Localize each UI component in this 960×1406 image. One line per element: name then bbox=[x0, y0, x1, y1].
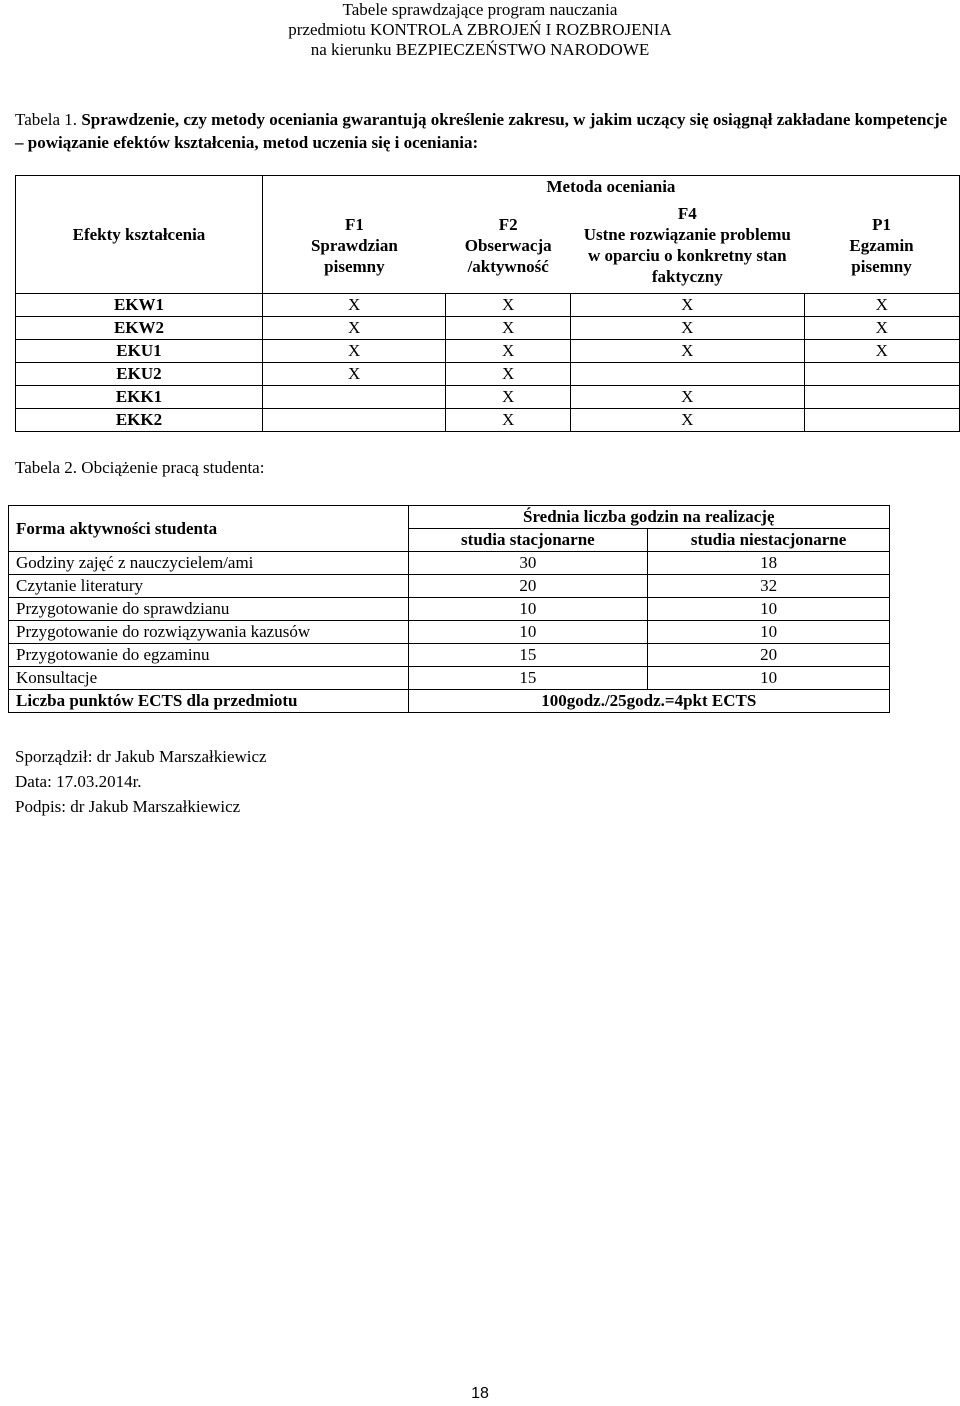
nonstationary-hours: 18 bbox=[648, 552, 890, 575]
stationary-hours: 30 bbox=[408, 552, 648, 575]
ects-total-row bbox=[9, 690, 890, 713]
stationary-header: studia stacjonarne bbox=[408, 529, 648, 552]
table-cell bbox=[262, 386, 445, 409]
form-header: Forma aktywności studenta bbox=[9, 506, 409, 552]
row-label: EKK1 bbox=[16, 386, 263, 409]
row-label: EKU1 bbox=[16, 340, 263, 363]
method-header bbox=[446, 198, 571, 294]
method-code: F2 bbox=[498, 214, 518, 234]
ects-total-label: Liczba punktów ECTS dla przedmiotu bbox=[9, 690, 409, 713]
table-cell bbox=[262, 409, 445, 432]
table1-caption bbox=[15, 108, 950, 154]
method-group-header: Metoda oceniania bbox=[262, 176, 959, 198]
table-cell bbox=[804, 409, 959, 432]
table-row bbox=[16, 317, 960, 340]
table-cell: X bbox=[446, 317, 571, 340]
hours-group-header: Średnia liczba godzin na realizację bbox=[408, 506, 889, 529]
activity-name: Czytanie literatury bbox=[9, 575, 409, 598]
table2-caption: Tabela 2. Obciążenie pracą studenta: bbox=[15, 458, 265, 477]
table-cell: X bbox=[262, 294, 445, 317]
table-cell: X bbox=[262, 340, 445, 363]
activity-name: Przygotowanie do rozwiązywania kazusów bbox=[9, 621, 409, 644]
effects-header: Efekty kształcenia bbox=[16, 176, 263, 294]
table-cell bbox=[804, 363, 959, 386]
table-row bbox=[16, 363, 960, 386]
stationary-hours: 15 bbox=[408, 644, 648, 667]
table-cell: X bbox=[262, 363, 445, 386]
table-cell: X bbox=[446, 363, 571, 386]
table1-caption-label: Tabela 1. bbox=[15, 110, 78, 129]
row-label: EKK2 bbox=[16, 409, 263, 432]
page-number: 18 bbox=[471, 1385, 489, 1402]
table-row bbox=[9, 552, 890, 575]
table-cell: X bbox=[571, 340, 805, 363]
activity-name: Godziny zajęć z nauczycielem/ami bbox=[9, 552, 409, 575]
table-cell bbox=[804, 386, 959, 409]
stationary-hours: 10 bbox=[408, 621, 648, 644]
table-row bbox=[9, 667, 890, 690]
row-label: EKW1 bbox=[16, 294, 263, 317]
table-row bbox=[16, 340, 960, 363]
table-cell: X bbox=[571, 317, 805, 340]
table-cell: X bbox=[262, 317, 445, 340]
document-header bbox=[0, 0, 960, 60]
activity-name: Przygotowanie do sprawdzianu bbox=[9, 598, 409, 621]
ects-total-value: 100godz./25godz.=4pkt ECTS bbox=[408, 690, 889, 713]
table-cell: X bbox=[571, 294, 805, 317]
header-line-3: na kierunku BEZPIECZEŃSTWO NARODOWE bbox=[310, 40, 650, 59]
activity-name: Konsultacje bbox=[9, 667, 409, 690]
date-line: Data: 17.03.2014r. bbox=[15, 772, 142, 791]
document-footer bbox=[15, 744, 267, 819]
nonstationary-hours: 32 bbox=[648, 575, 890, 598]
nonstationary-hours: 10 bbox=[648, 621, 890, 644]
method-header bbox=[804, 198, 959, 294]
method-code: F4 bbox=[677, 204, 697, 224]
table-cell: X bbox=[804, 340, 959, 363]
nonstationary-hours: 10 bbox=[648, 598, 890, 621]
workload-table bbox=[8, 505, 890, 713]
method-name: Sprawdzian pisemny bbox=[310, 235, 398, 276]
table-row bbox=[9, 644, 890, 667]
method-header bbox=[571, 198, 805, 294]
table-row bbox=[16, 386, 960, 409]
table-row bbox=[9, 598, 890, 621]
header-line-2: przedmiotu KONTROLA ZBROJEŃ I ROZBROJENIA bbox=[288, 20, 672, 39]
activity-name: Przygotowanie do egzaminu bbox=[9, 644, 409, 667]
stationary-hours: 10 bbox=[408, 598, 648, 621]
method-code: F1 bbox=[344, 214, 364, 234]
method-name: Obserwacja /aktywność bbox=[464, 235, 552, 276]
nonstationary-hours: 10 bbox=[648, 667, 890, 690]
table-cell: X bbox=[446, 386, 571, 409]
stationary-hours: 15 bbox=[408, 667, 648, 690]
table-row bbox=[16, 409, 960, 432]
stationary-hours: 20 bbox=[408, 575, 648, 598]
table-row bbox=[9, 621, 890, 644]
header-line-1: Tabele sprawdzające program nauczania bbox=[342, 0, 618, 19]
table-row bbox=[9, 575, 890, 598]
table-cell: X bbox=[804, 317, 959, 340]
method-name: Ustne rozwiązanie problemu w oparciu o konkretny stan faktyczny bbox=[583, 225, 791, 287]
prepared-by: Sporządził: dr Jakub Marszałkiewicz bbox=[15, 747, 267, 766]
signature-line: Podpis: dr Jakub Marszałkiewicz bbox=[15, 797, 241, 816]
table-cell: X bbox=[571, 409, 805, 432]
nonstationary-hours: 20 bbox=[648, 644, 890, 667]
row-label: EKU2 bbox=[16, 363, 263, 386]
table-row bbox=[16, 294, 960, 317]
table-cell: X bbox=[804, 294, 959, 317]
row-label: EKW2 bbox=[16, 317, 263, 340]
nonstationary-header: studia niestacjonarne bbox=[648, 529, 890, 552]
method-header bbox=[262, 198, 445, 294]
table-cell bbox=[571, 363, 805, 386]
table1-caption-text: Sprawdzenie, czy metody oceniania gwarantują określenie zakresu, w jakim uczący się osiągnął zakładane kompetencje – powiązanie efektów kształcenia, metod uczenia się i oceniania: bbox=[15, 110, 948, 152]
table-cell: X bbox=[571, 386, 805, 409]
method-name: Egzamin pisemny bbox=[849, 235, 914, 276]
table-cell: X bbox=[446, 340, 571, 363]
table-cell: X bbox=[446, 409, 571, 432]
table-cell: X bbox=[446, 294, 571, 317]
method-code: P1 bbox=[872, 214, 891, 234]
assessment-methods-table bbox=[15, 175, 960, 432]
